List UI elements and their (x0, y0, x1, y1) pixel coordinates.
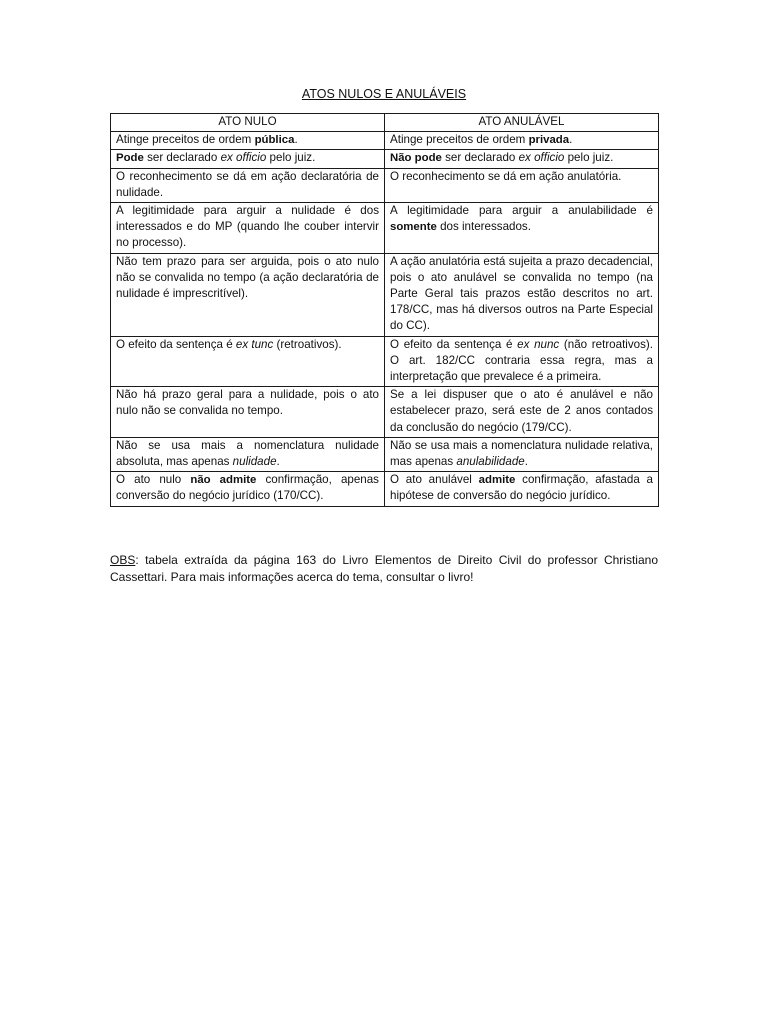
obs-note (110, 552, 658, 586)
table-row (111, 203, 659, 254)
cell-nulo-nomenclatura: Não se usa mais a nomenclatura nulidade absoluta, mas apenas nulidade. (111, 437, 385, 471)
cell-anulavel-legitimidade: A legitimidade para arguir a anulabilidade é somente dos interessados. (385, 203, 659, 254)
cell-anulavel-reconhecimento: O reconhecimento se dá em ação anulatória. (385, 168, 659, 202)
cell-anulavel-prazo-geral: Se a lei dispuser que o ato é anulável e não estabelecer prazo, será este de 2 anos contados da conclusão do negócio (179/CC). (385, 387, 659, 438)
cell-nulo-prazo: Não tem prazo para ser arguida, pois o ato nulo não se convalida no tempo (a ação declaratória de nulidade é imprescritível). (111, 253, 385, 336)
cell-nulo-ordem: Atinge preceitos de ordem pública. (111, 132, 385, 150)
cell-nulo-legitimidade: A legitimidade para arguir a nulidade é dos interessados e do MP (quando lhe couber intervir no processo). (111, 203, 385, 254)
comparison-table (110, 113, 659, 507)
obs-label: OBS (110, 553, 136, 567)
cell-anulavel-confirmacao: O ato anulável admite confirmação, afastada a hipótese de conversão do negócio jurídico. (385, 472, 659, 506)
table-row (111, 336, 659, 387)
cell-anulavel-nomenclatura: Não se usa mais a nomenclatura nulidade relativa, mas apenas anulabilidade. (385, 437, 659, 471)
table-row (111, 472, 659, 506)
table-row (111, 437, 659, 471)
cell-nulo-confirmacao: O ato nulo não admite confirmação, apenas conversão do negócio jurídico (170/CC). (111, 472, 385, 506)
cell-anulavel-declarado: Não pode ser declarado ex officio pelo juiz. (385, 150, 659, 168)
cell-anulavel-efeito: O efeito da sentença é ex nunc (não retroativos). O art. 182/CC contraria essa regra, mas a interpretação que prevalece é a primeira. (385, 336, 659, 387)
header-ato-anulavel: ATO ANULÁVEL (385, 114, 659, 132)
table-row (111, 168, 659, 202)
cell-nulo-efeito: O efeito da sentença é ex tunc (retroativos). (111, 336, 385, 387)
table-row (111, 132, 659, 150)
cell-nulo-reconhecimento: O reconhecimento se dá em ação declaratória de nulidade. (111, 168, 385, 202)
cell-nulo-prazo-geral: Não há prazo geral para a nulidade, pois o ato nulo não se convalida no tempo. (111, 387, 385, 438)
cell-anulavel-prazo: A ação anulatória está sujeita a prazo decadencial, pois o ato anulável se convalida no tempo (na Parte Geral tais prazos estão descritos no art. 178/CC, mas há diversos outros na Parte Especial do CC). (385, 253, 659, 336)
cell-anulavel-ordem: Atinge preceitos de ordem privada. (385, 132, 659, 150)
table-header-row (111, 114, 659, 132)
document-title: ATOS NULOS E ANULÁVEIS (301, 87, 467, 101)
table-row (111, 253, 659, 336)
table-row (111, 150, 659, 168)
cell-nulo-declarado: Pode ser declarado ex officio pelo juiz. (111, 150, 385, 168)
obs-text: : tabela extraída da página 163 do Livro Elementos de Direito Civil do professor Christiano Cassettari. Para mais informações acerca do tema, consultar o livro! (110, 553, 658, 584)
header-ato-nulo: ATO NULO (111, 114, 385, 132)
table-row (111, 387, 659, 438)
